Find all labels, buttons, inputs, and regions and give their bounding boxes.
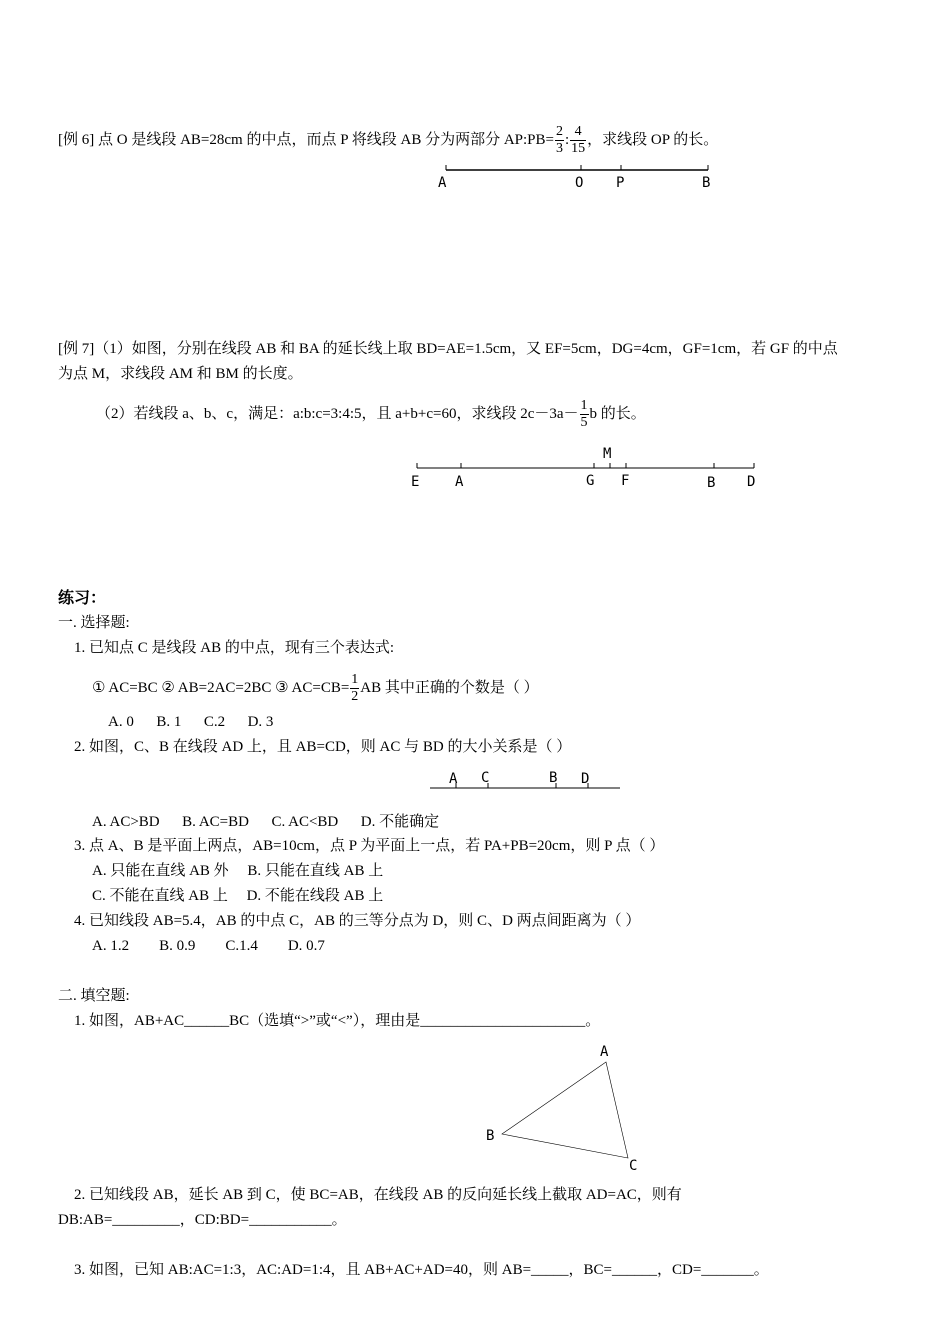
- point-label-a: A: [455, 474, 464, 490]
- fraction-denominator: 2: [351, 689, 359, 704]
- point-label-b: B: [702, 175, 711, 191]
- point-label-e: E: [411, 474, 420, 490]
- point-label-f: F: [621, 473, 630, 489]
- question-1-expr-prefix: ① AC=BC ② AB=2AC=2BC ③ AC=CB=: [92, 679, 350, 696]
- example-6-prefix: [例 6] 点 O 是线段 AB=28cm 的中点，而点 P 将线段 AB 分为两部分 AP:PB=: [58, 131, 554, 148]
- question-4: 4. 已知线段 AB=5.4，AB 的中点 C，AB 的三等分点为 D，则 C、D 两点间距离为（ ）: [74, 913, 641, 929]
- question-2-options: A. AC>BD B. AC=BD C. AC<BD D. 不能确定: [92, 814, 440, 830]
- fraction-denominator: 5: [580, 415, 588, 430]
- question-1: 1. 已知点 C 是线段 AB 的中点，现有三个表达式:: [74, 640, 395, 656]
- segment-diagram-eagmfbd: [400, 442, 770, 494]
- point-label-c: C: [629, 1158, 638, 1174]
- point-label-o: O: [575, 175, 584, 191]
- fraction-denominator: 15: [571, 141, 586, 156]
- point-label-c: C: [481, 770, 490, 786]
- triangle-abc: [502, 1062, 628, 1158]
- fraction-one-fifth: [580, 398, 589, 431]
- section-fill-in: 二. 填空题:: [58, 988, 130, 1004]
- fill-question-2-line1: 2. 已知线段 AB，延长 AB 到 C，使 BC=AB，在线段 AB 的反向延长线上截取 AD=AC，则有: [74, 1187, 682, 1203]
- point-label-m: M: [603, 446, 612, 462]
- fraction-denominator: 3: [555, 141, 563, 156]
- example-6-suffix: ，求线段 OP 的长。: [587, 131, 719, 148]
- point-label-b: B: [549, 770, 558, 786]
- point-label-g: G: [586, 473, 595, 489]
- fill-question-2-line2: DB:AB=_________，CD:BD=___________。: [58, 1212, 347, 1228]
- question-1-options: A. 0 B. 1 C.2 D. 3: [108, 714, 274, 730]
- fraction-two-thirds: [555, 124, 564, 157]
- practice-heading: 练习：: [58, 588, 107, 607]
- segment-diagram-aopb: [430, 160, 730, 196]
- fill-question-1: 1. 如图，AB+AC______BC（选填“>”或“<”），理由是______________________。: [74, 1013, 601, 1029]
- point-label-a: A: [438, 175, 447, 191]
- fraction-one-half: [350, 672, 359, 705]
- point-label-p: P: [616, 175, 625, 191]
- fraction-four-fifteenths: [570, 124, 586, 157]
- point-label-a: A: [449, 771, 458, 787]
- question-4-options: A. 1.2 B. 0.9 C.1.4 D. 0.7: [92, 938, 325, 954]
- section-multiple-choice: 一. 选择题:: [58, 615, 130, 631]
- question-3-options-1: A. 只能在直线 AB 外 B. 只能在直线 AB 上: [92, 863, 384, 879]
- fraction-numerator: 1: [580, 398, 588, 413]
- example-7-part2: [96, 398, 646, 431]
- question-1-expr-suffix: AB 其中正确的个数是（ ）: [360, 679, 539, 696]
- question-1-expressions: [92, 672, 539, 705]
- fraction-numerator: 1: [351, 672, 359, 687]
- fraction-numerator: 4: [570, 124, 586, 141]
- point-label-b: B: [486, 1128, 495, 1144]
- example-7-part2-prefix: （2）若线段 a、b、c，满足：a:b:c=3:4:5，且 a+b+c=60，求线段 2c－3a－: [96, 405, 579, 422]
- point-label-b: B: [707, 475, 716, 491]
- example-7-line2: 为点 M，求线段 AM 和 BM 的长度。: [58, 366, 303, 382]
- point-label-a: A: [600, 1044, 609, 1060]
- fraction-numerator: 2: [555, 124, 563, 139]
- ratio-colon: :: [564, 131, 570, 148]
- point-label-d: D: [581, 771, 590, 787]
- example-7-line1: [例 7]（1）如图，分别在线段 AB 和 BA 的延长线上取 BD=AE=1.5cm，又 EF=5cm，DG=4cm，GF=1cm，若 GF 的中点: [58, 341, 838, 357]
- question-2: 2. 如图，C、B 在线段 AD 上，且 AB=CD，则 AC 与 BD 的大小关系是（ ）: [74, 739, 572, 755]
- example-7-part2-suffix: b 的长。: [589, 405, 646, 422]
- triangle-abc-diagram: [480, 1038, 650, 1178]
- segment-diagram-acbd: [428, 764, 628, 794]
- fill-question-3: 3. 如图，已知 AB:AC=1:3，AC:AD=1:4，且 AB+AC+AD=40，则 AB=_____，BC=______，CD=_______。: [74, 1262, 769, 1278]
- question-3: 3. 点 A、B 是平面上两点，AB=10cm，点 P 为平面上一点，若 PA+PB=20cm，则 P 点（ ）: [74, 838, 665, 854]
- point-label-d: D: [747, 474, 756, 490]
- example-6-text: [58, 124, 718, 157]
- question-3-options-2: C. 不能在直线 AB 上 D. 不能在线段 AB 上: [92, 888, 384, 904]
